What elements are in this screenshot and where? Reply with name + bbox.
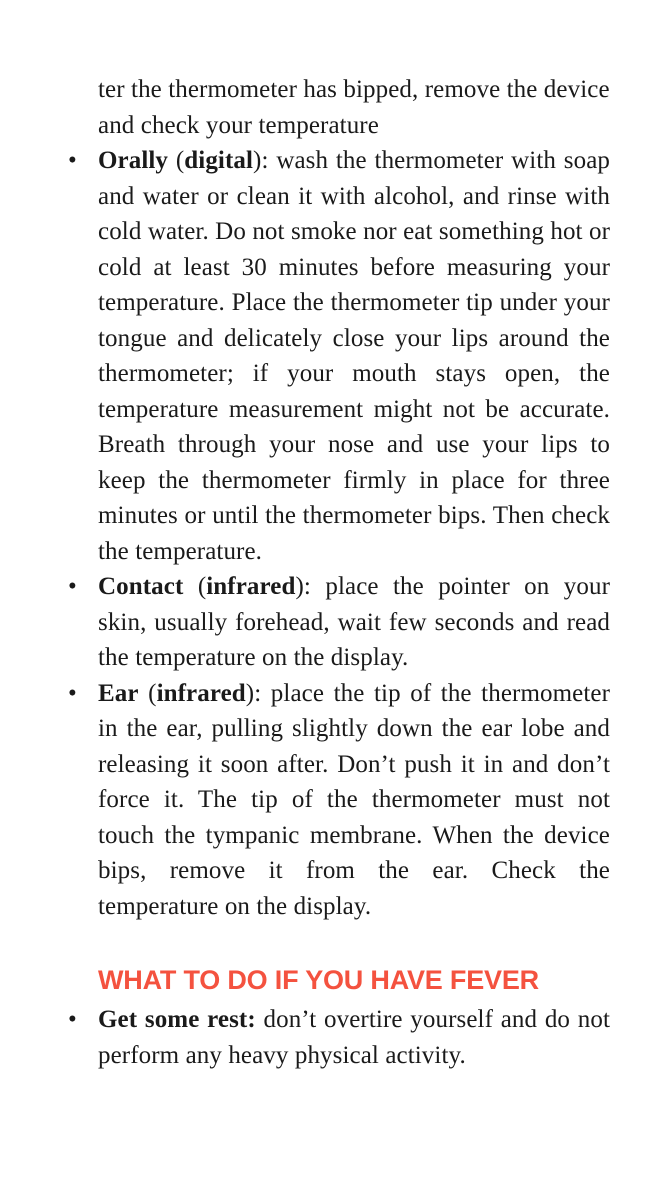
list-item-paren-close: ): (245, 679, 262, 707)
list-item (56, 569, 610, 676)
list-item-lead: Contact (98, 573, 184, 600)
continued-paragraph: ter the thermometer has bipped, remove the device and check your temperature (98, 76, 610, 139)
list-item (56, 676, 610, 925)
list-item-body: wash the thermometer with soap and water or clean it with alcohol, and rinse with cold water. Do not smoke nor eat something hot or cold at least 30 minutes before measuring your temperature. Place the thermometer tip under your tongue and delicately close your lips around the thermometer; if your mouth stays open, the temperature measurement might not be accurate. Breath through your nose and use your lips to keep the thermometer firmly in place for three minutes or until the thermometer bips. Then check the temperature. (98, 147, 610, 565)
list-item-paren-open: ( (168, 147, 185, 174)
list-item-lead: Get some rest: (98, 1006, 256, 1033)
list-item-paren-close: ): (295, 573, 311, 600)
list-item-paren-open: ( (138, 679, 157, 707)
bullet-icon: • (68, 573, 77, 600)
bullet-icon: • (68, 679, 77, 707)
list-item-lead-inner: infrared (156, 679, 246, 707)
list-item-body: place the pointer on your skin, usually forehead, wait few seconds and read the temperature on the display. (98, 573, 611, 671)
section-heading: WHAT TO DO IF YOU HAVE FEVER (98, 965, 539, 995)
list-item-paren-open: ( (183, 573, 207, 600)
list-item-body: place the tip of the thermometer in the ear, pulling slightly down the ear lobe and releasing it soon after. Don’t push it in and don’t force it. The tip of the thermometer must not touch the tympanic membrane. When the device bips, remove it from the ear. Check the temperature on the display. (98, 679, 611, 920)
list-item-body: don’t overtire yourself and do not perform any heavy physical activity. (98, 1006, 610, 1069)
list-item-lead-inner: infrared (206, 573, 296, 600)
list-item-paren-close: ): (253, 147, 269, 174)
list-item (56, 143, 610, 569)
list-item (56, 1002, 610, 1073)
bullet-icon: • (68, 147, 77, 174)
list-item-lead: Ear (98, 679, 139, 707)
fever-advice-list (56, 1002, 610, 1073)
thermometer-method-list (56, 143, 610, 924)
bullet-icon: • (68, 1006, 77, 1033)
list-item-lead-inner: digital (184, 147, 254, 174)
list-item-lead: Orally (98, 147, 169, 174)
